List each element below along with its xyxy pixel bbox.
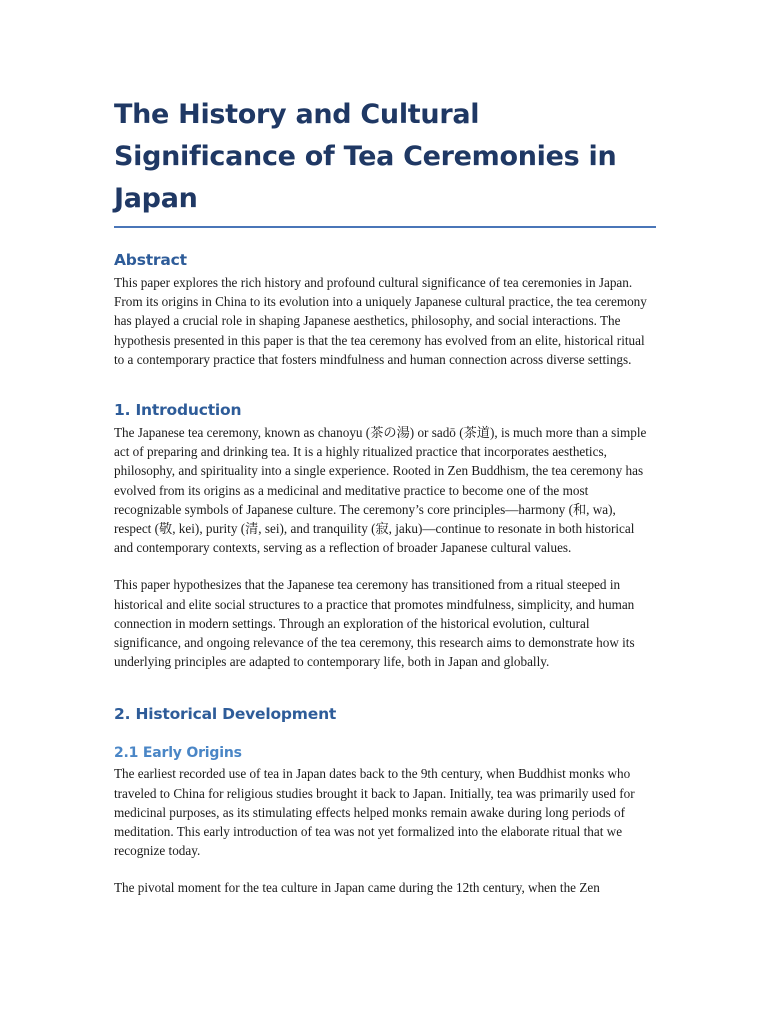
early-origins-heading: 2.1 Early Origins bbox=[114, 745, 242, 762]
early-origins-paragraph-1: The earliest recorded use of tea in Japan dates back to the 9th century, when Buddhist monks who traveled to China for religious studies brought it back to Japan. Initially, tea was primarily used for medicinal purposes, as its stimulating effects helped monks remain awake during long periods of meditation. This early introduction of tea was not yet formalized into the elaborate ritual that we recognize today. bbox=[114, 766, 635, 859]
abstract-heading: Abstract bbox=[114, 251, 187, 269]
introduction-paragraph-1: The Japanese tea ceremony, known as chanoyu (茶の湯) or sadō (茶道), is much more than a simple act of preparing and drinking tea. It is a highly ritualized practice that incorporates aesthetics, philosophy, and spirituality into a single experience. Rooted in Zen Buddhism, the tea ceremony has evolved from its origins as a medicinal and meditative practice to become one of the most recognizable symbols of Japanese culture. The ceremony’s core principles—harmony (和, wa), respect (敬, kei), purity (清, sei), and tranquility (寂, jaku)—continue to resonate in both historical and contemporary contexts, serving as a reflection of broader Japanese cultural values. bbox=[114, 425, 647, 556]
document-page bbox=[114, 94, 656, 898]
early-origins-paragraph-2: The pivotal moment for the tea culture in Japan came during the 12th century, when the Zen bbox=[114, 880, 600, 896]
document-title: The History and Cultural Significance of Tea Ceremonies in Japan bbox=[114, 94, 656, 228]
historical-development-heading: 2. Historical Development bbox=[114, 705, 337, 724]
abstract-paragraph: This paper explores the rich history and profound cultural significance of tea ceremonies in Japan. From its origins in China to its evolution into a uniquely Japanese cultural practice, the tea ceremony has played a crucial role in shaping Japanese aesthetics, philosophy, and social interactions. The hypothesis presented in this paper is that the tea ceremony has evolved from an elite, historical ritual to a contemporary practice that fosters mindfulness and human connection across diverse settings. bbox=[114, 275, 647, 367]
introduction-heading: 1. Introduction bbox=[114, 401, 242, 420]
introduction-paragraph-2: This paper hypothesizes that the Japanese tea ceremony has transitioned from a ritual steeped in historical and elite social structures to a practice that promotes mindfulness, simplicity, and human connection in modern settings. Through an exploration of the historical evolution, cultural significance, and ongoing relevance of the tea ceremony, this research aims to demonstrate how its underlying principles are adapted to contemporary life, both in Japan and globally. bbox=[114, 577, 635, 670]
